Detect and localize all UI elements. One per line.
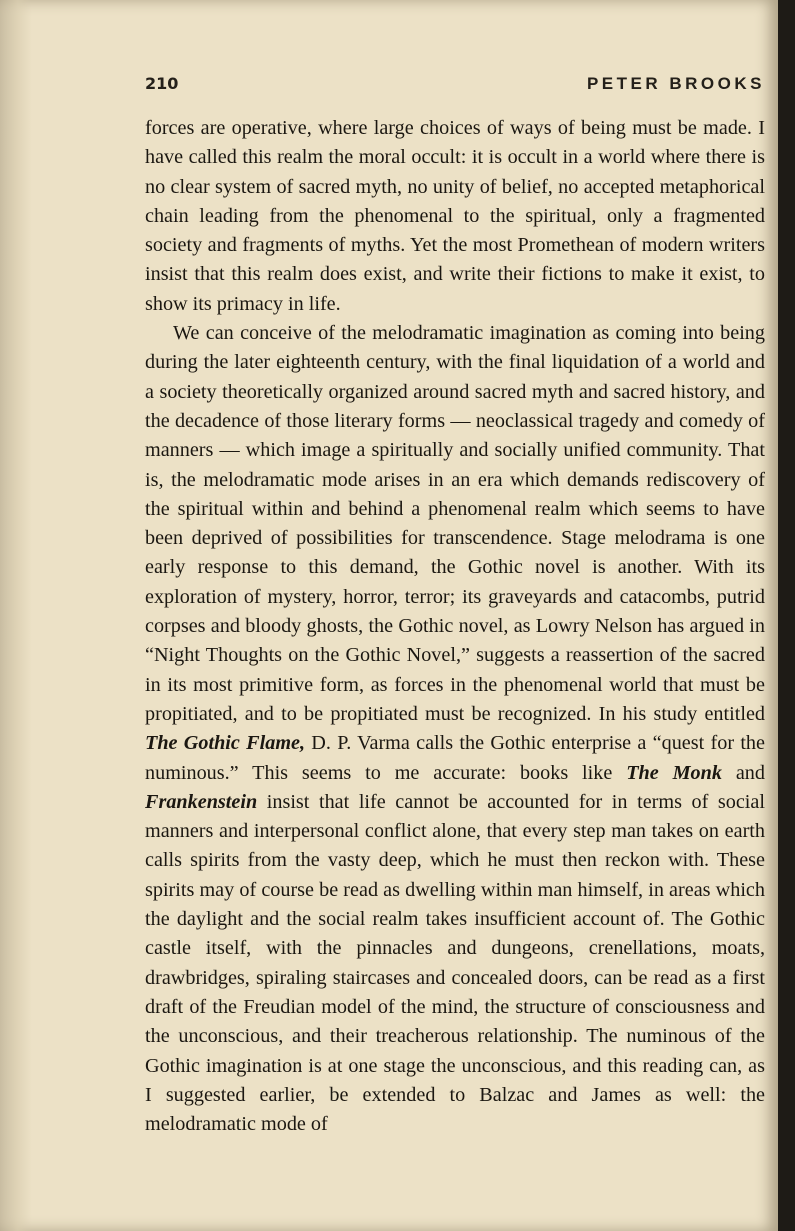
text-run: forces are operative, where large choices of ways of being must be made. I have called this realm the moral occult: it is occult in a world where there is no clear system of sacred myth, no unity of belief, no accepted metaphorical chain leading from the phenomenal to the spiritual, only a fragmented society and fragments of myths. Yet the most Promethean of modern writers insist that this realm does exist, and write their fictions to make it exist, to show its primacy in life. [145, 117, 765, 315]
page-binding-shadow [0, 0, 32, 1231]
page-number: 210 [145, 74, 179, 93]
running-head: PETER BROOKS [586, 74, 765, 93]
paragraph [145, 114, 765, 319]
body-text [145, 114, 765, 1139]
text-run: D. P. Varma calls the Gothic enterprise a “quest for the numinous.” This seems to me accurate: books like [145, 732, 765, 784]
paragraph [145, 319, 765, 1139]
page-header [145, 70, 765, 100]
text-run: insist that life cannot be accounted for in terms of social manners and interpersonal conflict alone, that every step man takes on earth calls spirits from the vasty deep, which he must then reckon with. These spirits may of course be read as dwelling within man himself, in areas which the daylight and the social realm takes insufficient account of. The Gothic castle itself, with the pinnacles and dungeons, crenellations, moats, drawbridges, spiraling staircases and concealed doors, can be read as a first draft of the Freudian model of the mind, the structure of consciousness and the unconscious, and their treacherous relationship. The numinous of the Gothic imagination is at one stage the unconscious, and this reading can, as I suggested earlier, be extended to Balzac and James as well: the melodramatic mode of [145, 790, 765, 1136]
text-run: We can conceive of the melodramatic imagination as coming into being during the later eighteenth century, with the final liquidation of a world and a society theoretically organized around sacred myth and sacred history, and the decadence of those literary forms — neoclassical tragedy and comedy of manners — which image a spiritually and socially unified community. That is, the melodramatic mode arises in an era which demands rediscovery of the spiritual within and behind a phenomenal realm which seems to have been deprived of possibilities for transcendence. Stage melodrama is one early response to this demand, the Gothic novel is another. With its exploration of mystery, horror, terror; its graveyards and catacombs, putrid corpses and bloody ghosts, the Gothic novel, as Lowry Nelson has argued in “Night Thoughts on the Gothic Novel,” suggests a reassertion of the sacred in its most primitive form, as forces in the phenomenal world that must be propitiated, and to be propitiated must be recognized. In his study entitled [145, 322, 765, 725]
italic-title: The Gothic Flame, [145, 732, 306, 755]
italic-title: The Monk [626, 761, 722, 784]
italic-title: Frankenstein [145, 790, 258, 813]
text-run: and [721, 761, 765, 784]
